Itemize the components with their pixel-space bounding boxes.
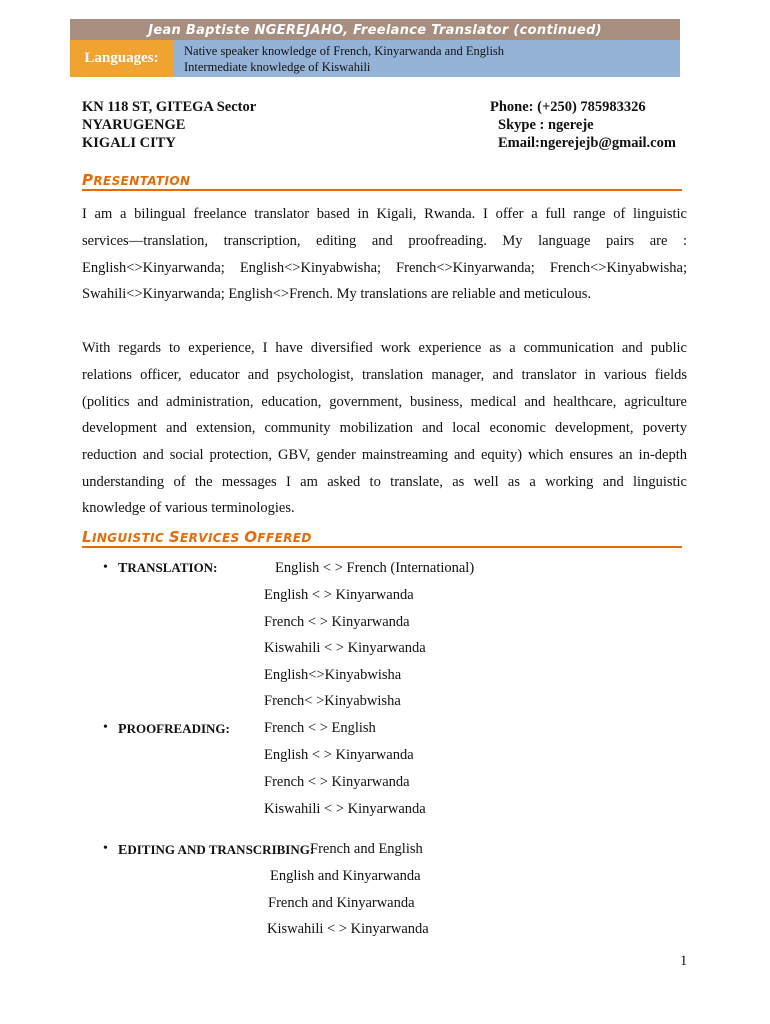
heading-rest: FFERED	[257, 531, 312, 545]
text-line: understanding of the messages I am asked to translate, as well as a working and linguistic	[82, 474, 687, 490]
editing-pair: French and Kinyarwanda	[268, 895, 415, 911]
language-line: Intermediate knowledge of Kiswahili	[184, 60, 371, 74]
heading-initial: L	[82, 528, 92, 546]
skype: Skype : ngereje	[498, 117, 594, 133]
heading-initial: S	[168, 528, 181, 546]
proofreading-pair: Kiswahili < > Kinyarwanda	[264, 801, 426, 817]
label-initial: P	[118, 722, 127, 737]
header-bar	[70, 19, 680, 40]
proofreading-pair: French < > Kinyarwanda	[264, 774, 410, 790]
editing-pair: French and English	[310, 841, 423, 857]
presentation-heading	[82, 171, 682, 191]
address-line: KN 118 ST, GITEGA Sector	[82, 99, 257, 115]
heading-initial: P	[82, 171, 94, 189]
bullet-icon: •	[103, 841, 108, 856]
language-line: Native speaker knowledge of French, Kinyarwanda and English	[184, 44, 505, 58]
translation-pair: English < > French (International)	[275, 560, 475, 576]
label-initial: E	[118, 843, 128, 858]
languages-box	[173, 40, 680, 77]
heading-initial: O	[244, 528, 258, 546]
text-line: With regards to experience, I have diversified work experience as a communication and public	[82, 340, 687, 356]
heading-rest: INGUISTIC	[91, 531, 169, 545]
languages-label: Languages:	[70, 40, 173, 77]
proofreading-pair: English < > Kinyarwanda	[264, 747, 414, 763]
text-line: English<>Kinyarwanda; English<>Kinyabwisha; French<>Kinyarwanda; French<>Kinyabwisha;	[82, 260, 687, 276]
text-line: knowledge of various terminologies.	[82, 500, 295, 516]
editing-pair: Kiswahili < > Kinyarwanda	[267, 921, 429, 937]
proofreading-pair: French < > English	[264, 720, 376, 736]
header-title: Jean Baptiste NGEREJAHO, Freelance Translator (continued)	[148, 23, 602, 38]
text-line: (politics and administration, education, government, business, medical and healthcare, agriculture	[82, 394, 687, 410]
services-heading	[82, 528, 682, 548]
address-line: KIGALI CITY	[82, 135, 176, 151]
translation-pair: English < > Kinyarwanda	[264, 587, 414, 603]
label-initial: T	[118, 561, 128, 576]
translation-pair: Kiswahili < > Kinyarwanda	[264, 640, 426, 656]
text-line: reduction and social protection, GBV, gender mainstreaming and equity) which ensures an in-depth	[82, 447, 687, 463]
translation-label	[118, 560, 217, 577]
label-rest: RANSLATION:	[127, 560, 218, 575]
bullet-icon: •	[103, 720, 108, 735]
translation-pair: English<>Kinyabwisha	[264, 667, 402, 683]
email-link[interactable]: Email:ngerejejb@gmail.com	[498, 135, 676, 151]
page-number: 1	[680, 953, 688, 969]
editing-pair: English and Kinyarwanda	[270, 868, 421, 884]
label-rest: DITING AND TRANSCRIBING:	[127, 842, 315, 857]
text-line: I am a bilingual freelance translator based in Kigali, Rwanda. I offer a full range of linguistic	[82, 206, 687, 222]
text-line: development and extension, community mobilization and local economic development, poverty	[82, 420, 687, 436]
text-line: relations officer, educator and psychologist, translation manager, and translator in various fields	[82, 367, 687, 383]
translation-pair: French < > Kinyarwanda	[264, 614, 410, 630]
translation-pair: French< >Kinyabwisha	[264, 693, 401, 709]
address-line: NYARUGENGE	[82, 117, 186, 133]
text-line: Swahili<>Kinyarwanda; English<>French. My translations are reliable and meticulous.	[82, 286, 592, 302]
label-rest: ROOFREADING:	[126, 721, 230, 736]
proofreading-label	[118, 721, 230, 738]
editing-label	[118, 842, 314, 859]
text-line: services—translation, transcription, editing and proofreading. My language pairs are :	[82, 233, 687, 249]
bullet-icon: •	[103, 560, 108, 575]
heading-rest: RESENTATION	[93, 174, 191, 188]
heading-rest: ERVICES	[180, 531, 245, 545]
phone: Phone: (+250) 785983326	[490, 99, 646, 115]
